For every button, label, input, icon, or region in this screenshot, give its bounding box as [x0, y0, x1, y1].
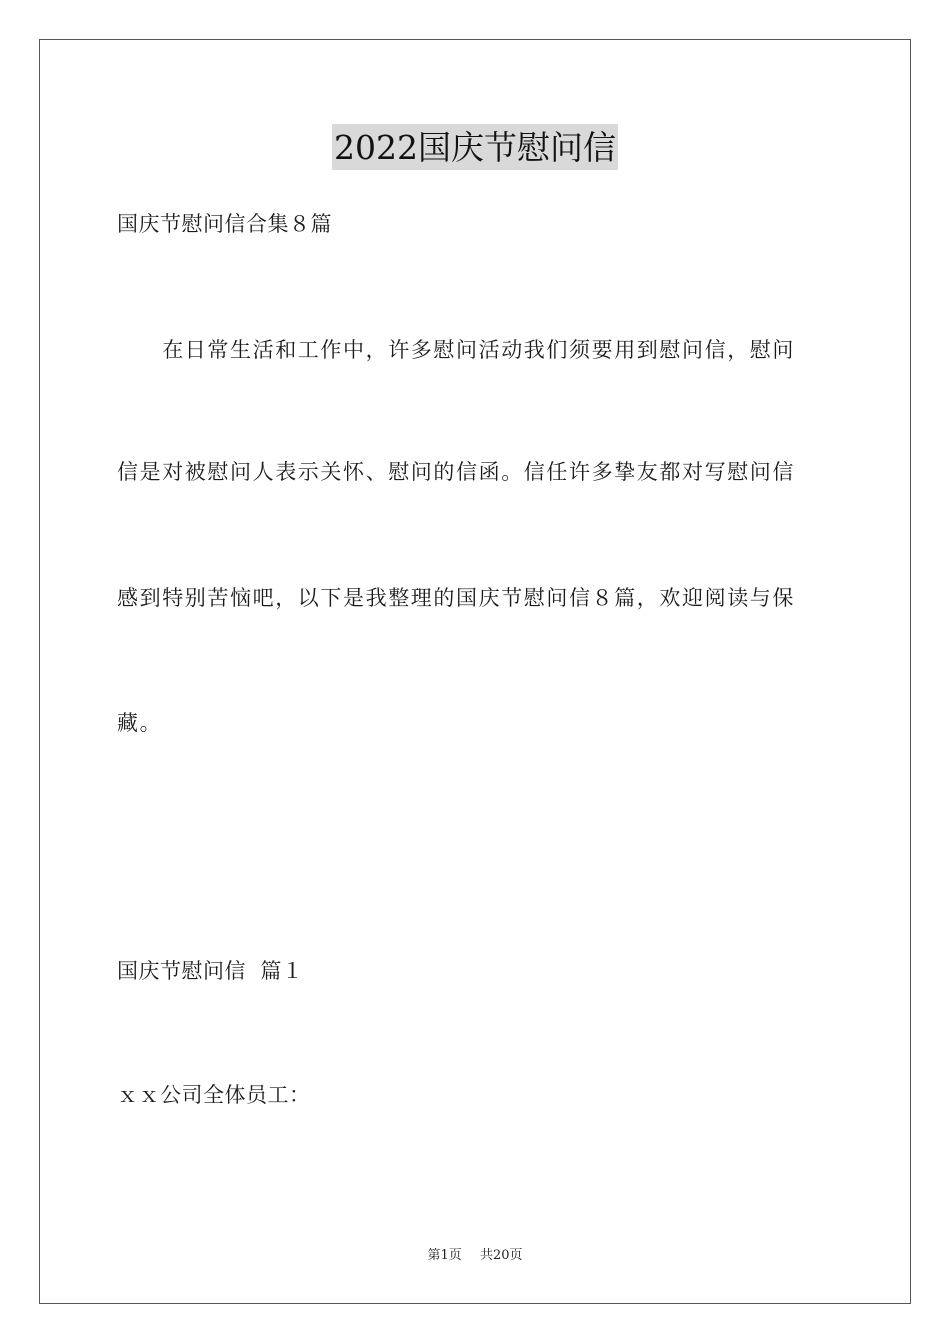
document-subtitle: 国庆节慰问信合集８篇 [117, 212, 332, 236]
document-title: 2022国庆节慰问信 [332, 124, 618, 170]
intro-line-3: 感到特别苦恼吧，以下是我整理的国庆节慰问信８篇，欢迎阅读与保 [117, 586, 795, 610]
section-heading: 国庆节慰问信 篇１ [117, 959, 304, 983]
intro-line-4: 藏。 [117, 711, 163, 735]
page-number-current: 第1页 [427, 1248, 462, 1263]
intro-line-2: 信是对被慰问人表示关怀、慰问的信函。信任许多挚友都对写慰问信 [117, 460, 795, 484]
page-footer [0, 1246, 950, 1266]
intro-line-1: 在日常生活和工作中，许多慰问活动我们须要用到慰问信，慰问 [117, 338, 795, 362]
title-container [0, 124, 950, 170]
page-number-total: 共20页 [479, 1248, 523, 1263]
salutation: ｘｘ公司全体员工： [117, 1083, 311, 1107]
